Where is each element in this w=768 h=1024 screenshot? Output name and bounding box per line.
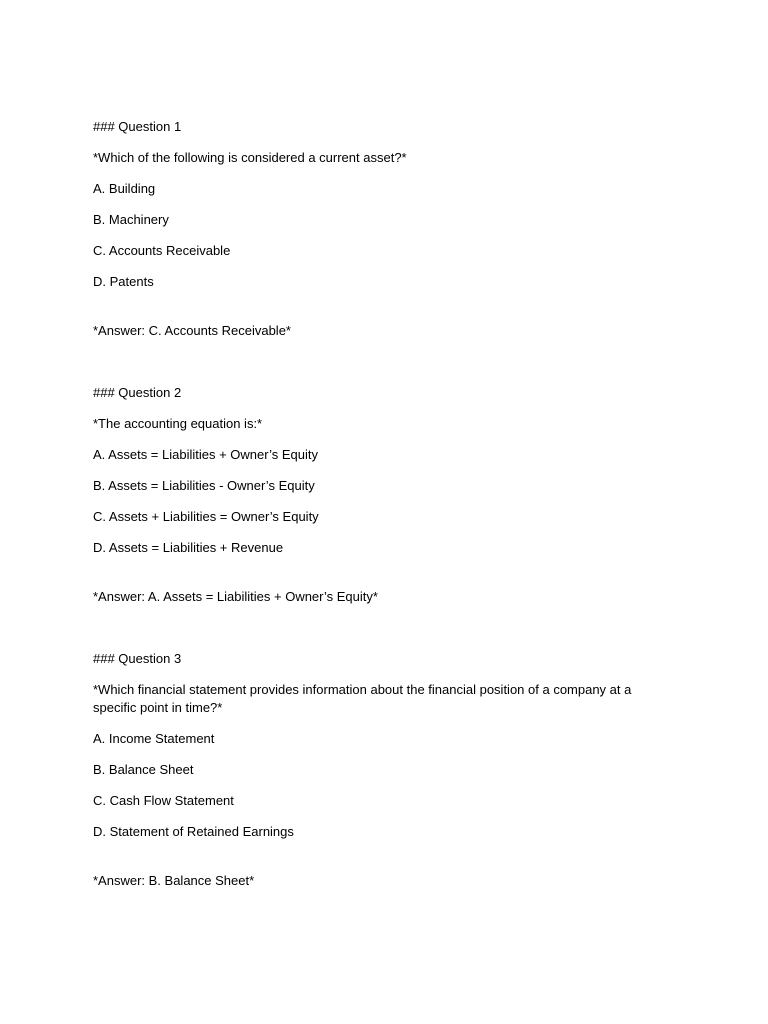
- answer-option: A. Income Statement: [93, 731, 215, 746]
- correct-answer: *Answer: C. Accounts Receivable*: [93, 323, 291, 338]
- spacer: [93, 340, 658, 384]
- question-heading: ### Question 3: [93, 651, 182, 666]
- answer-option: B. Machinery: [93, 212, 169, 227]
- answer-option: B. Balance Sheet: [93, 762, 194, 777]
- question-1: [93, 118, 658, 340]
- spacer: [93, 606, 658, 650]
- answer-option: A. Building: [93, 181, 156, 196]
- answer-option: B. Assets = Liabilities - Owner’s Equity: [93, 478, 315, 493]
- answer-option: D. Statement of Retained Earnings: [93, 824, 294, 839]
- answer-option: C. Assets + Liabilities = Owner’s Equity: [93, 509, 319, 524]
- answer-option: C. Cash Flow Statement: [93, 793, 234, 808]
- answer-option: D. Assets = Liabilities + Revenue: [93, 540, 284, 555]
- answer-option: C. Accounts Receivable: [93, 243, 231, 258]
- question-prompt: *Which financial statement provides information about the financial position of a company at a specific point in time?*: [93, 682, 632, 715]
- answer-option: D. Patents: [93, 274, 154, 289]
- question-heading: ### Question 1: [93, 119, 182, 134]
- question-prompt: *Which of the following is considered a current asset?*: [93, 150, 407, 165]
- correct-answer: *Answer: B. Balance Sheet*: [93, 873, 255, 888]
- correct-answer: *Answer: A. Assets = Liabilities + Owner’s Equity*: [93, 589, 378, 604]
- question-3: [93, 650, 658, 890]
- answer-option: A. Assets = Liabilities + Owner’s Equity: [93, 447, 318, 462]
- question-prompt: *The accounting equation is:*: [93, 416, 263, 431]
- question-2: [93, 384, 658, 606]
- question-heading: ### Question 2: [93, 385, 182, 400]
